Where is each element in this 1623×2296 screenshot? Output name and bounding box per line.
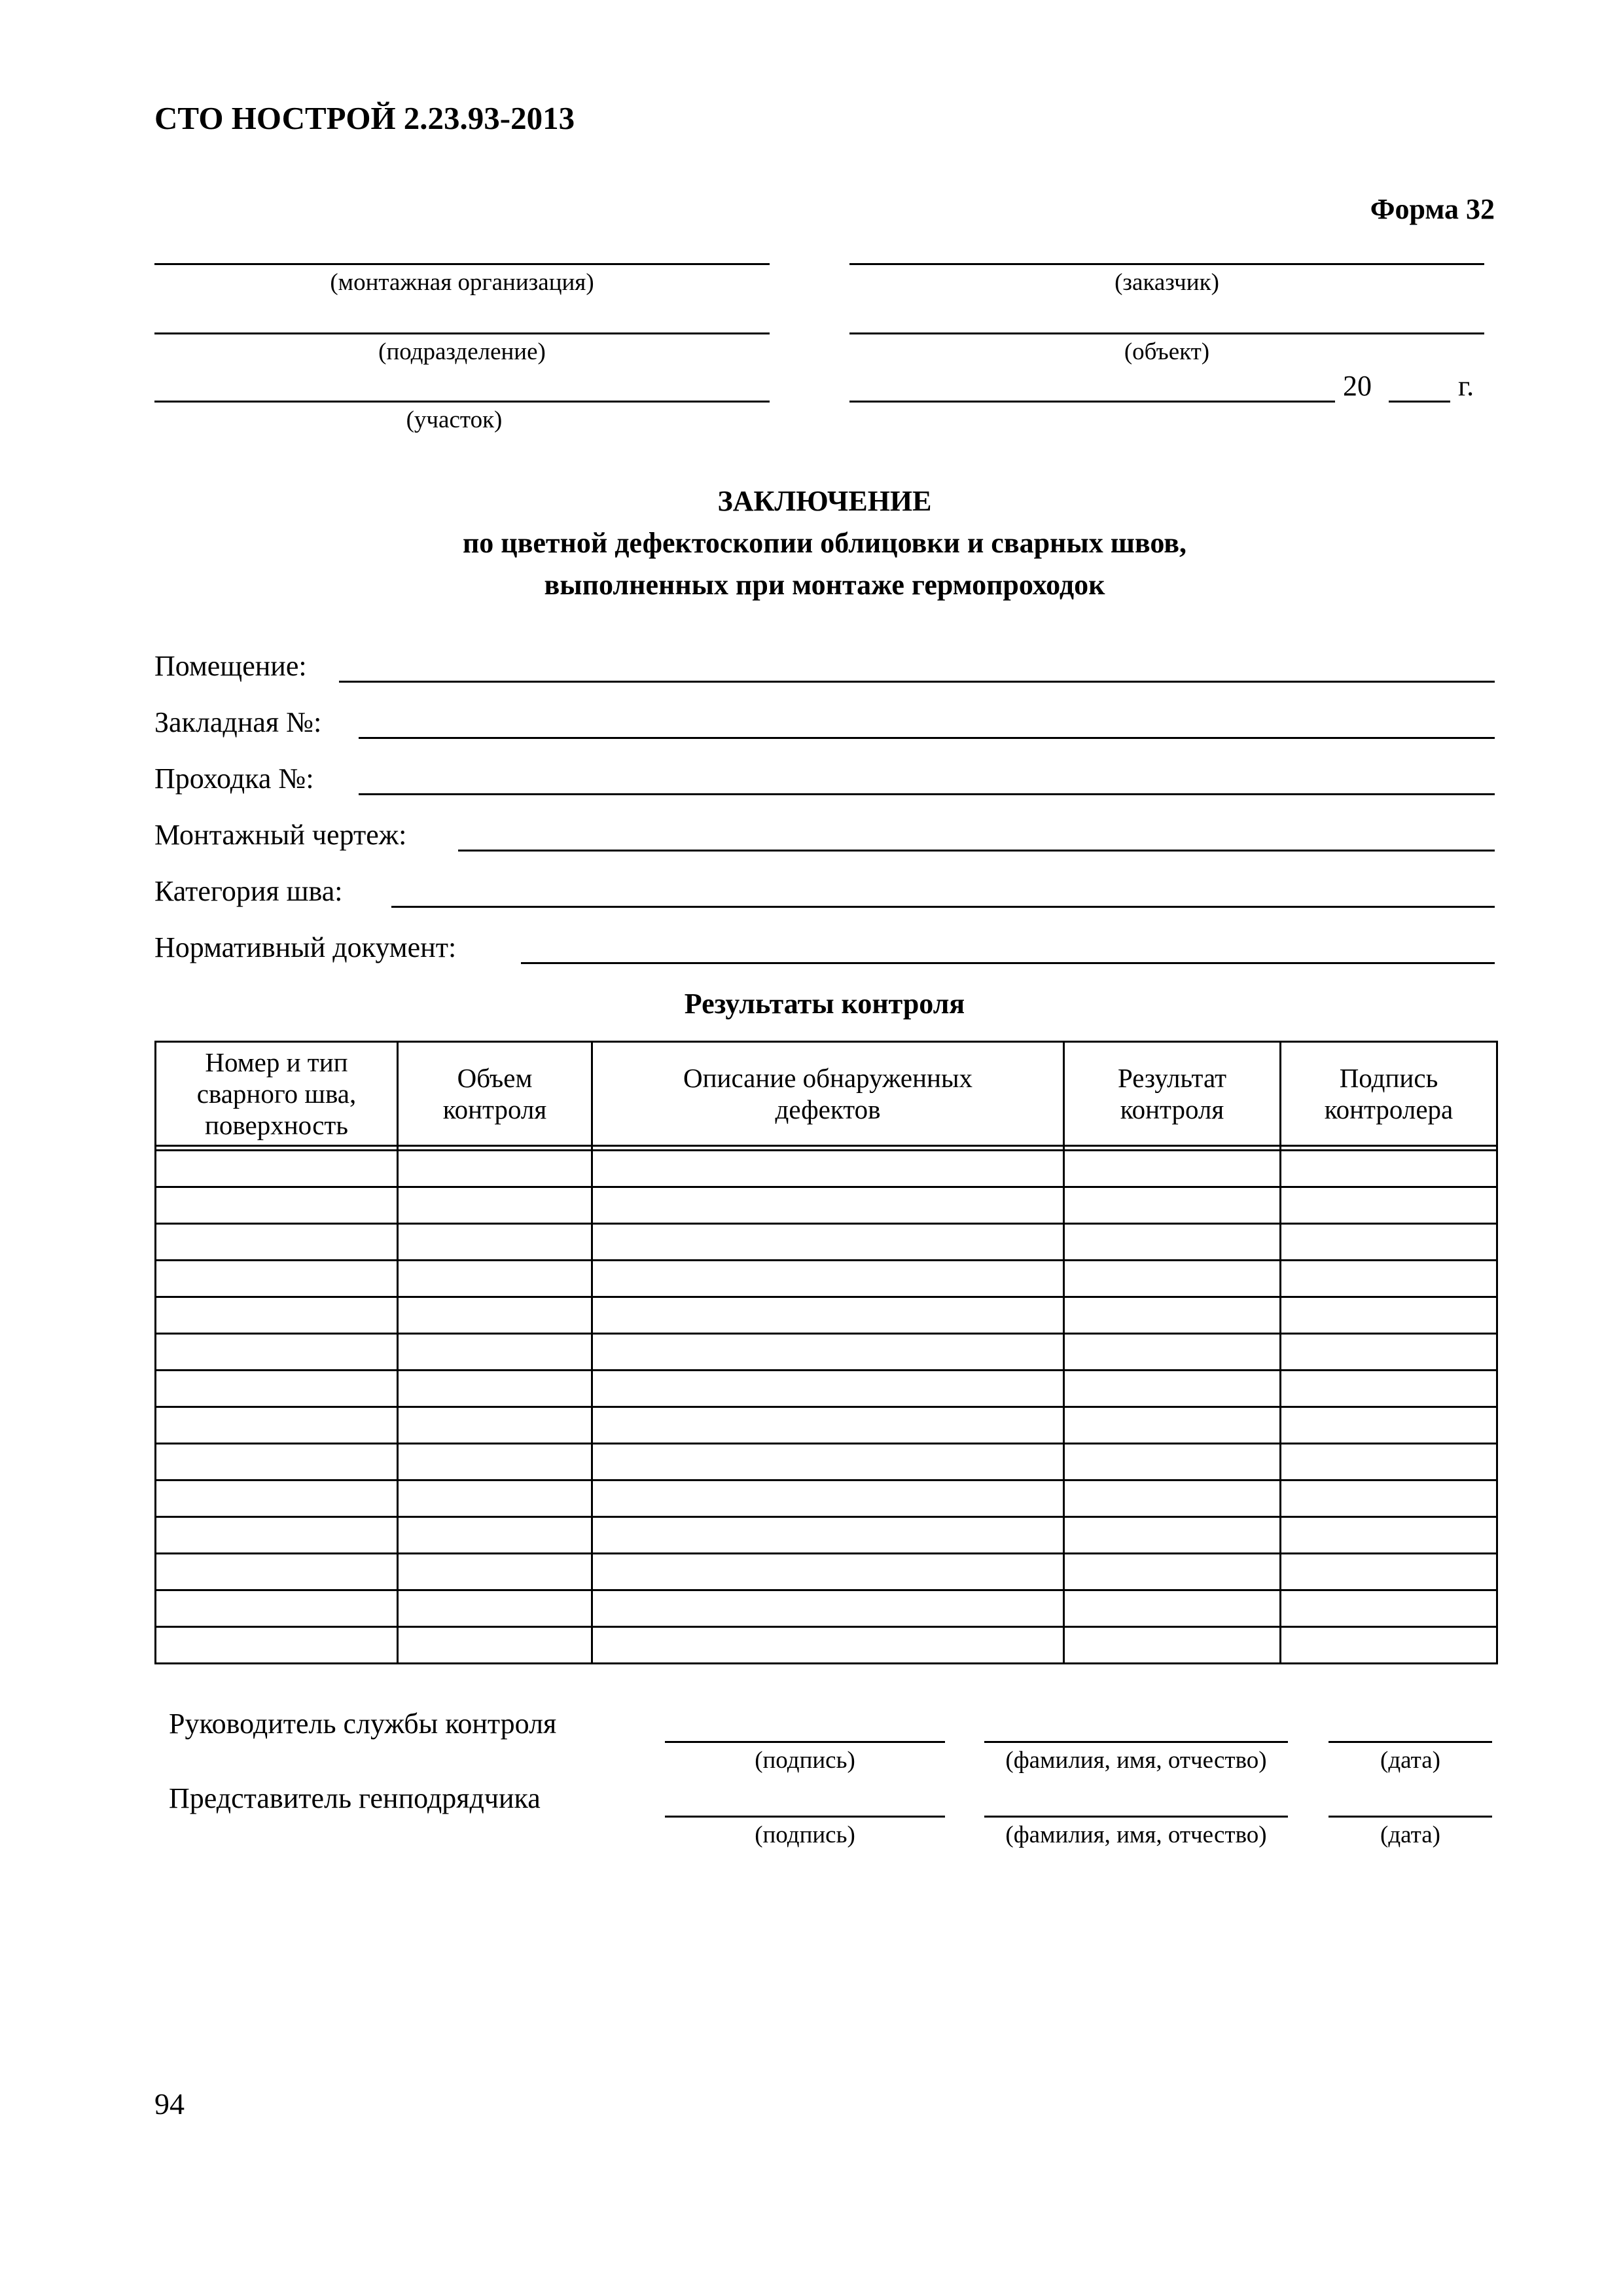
table-cell[interactable] xyxy=(592,1480,1064,1517)
table-cell[interactable] xyxy=(592,1151,1064,1187)
table-cell[interactable] xyxy=(398,1407,592,1444)
table-row xyxy=(156,1444,1497,1480)
table-cell[interactable] xyxy=(398,1480,592,1517)
table-cell[interactable] xyxy=(1064,1407,1281,1444)
table-row xyxy=(156,1187,1497,1224)
control-head-name-line[interactable] xyxy=(984,1741,1288,1743)
table-cell[interactable] xyxy=(1064,1297,1281,1334)
table-cell[interactable] xyxy=(398,1554,592,1590)
table-row xyxy=(156,1407,1497,1444)
division-caption: (подразделение) xyxy=(378,338,546,365)
table-cell[interactable] xyxy=(592,1334,1064,1371)
title-line-1: по цветной дефектоскопии облицовки и сварных швов, xyxy=(462,527,1187,559)
table-cell[interactable] xyxy=(1281,1151,1497,1187)
table-cell[interactable] xyxy=(1281,1261,1497,1297)
room-label: Помещение: xyxy=(154,650,307,682)
table-cell[interactable] xyxy=(1281,1187,1497,1224)
table-cell[interactable] xyxy=(398,1371,592,1407)
table-cell[interactable] xyxy=(1281,1554,1497,1590)
table-cell[interactable] xyxy=(156,1224,398,1261)
table-cell[interactable] xyxy=(1281,1444,1497,1480)
table-cell[interactable] xyxy=(1064,1151,1281,1187)
table-cell[interactable] xyxy=(592,1517,1064,1554)
customer-line[interactable] xyxy=(849,263,1484,265)
table-row xyxy=(156,1627,1497,1664)
control-head-signature-caption: (подпись) xyxy=(755,1747,855,1774)
control-head-label: Руководитель службы контроля xyxy=(169,1708,557,1740)
table-cell[interactable] xyxy=(156,1297,398,1334)
table-cell[interactable] xyxy=(1064,1517,1281,1554)
table-cell[interactable] xyxy=(1281,1480,1497,1517)
year-prefix: 20 xyxy=(1343,370,1372,402)
contractor-rep-name-caption: (фамилия, имя, отчество) xyxy=(1005,1821,1267,1848)
table-cell[interactable] xyxy=(156,1371,398,1407)
passage-field[interactable] xyxy=(359,793,1495,795)
table-cell[interactable] xyxy=(1064,1371,1281,1407)
table-cell[interactable] xyxy=(1064,1334,1281,1371)
table-cell[interactable] xyxy=(1064,1444,1281,1480)
contractor-rep-label: Представитель генподрядчика xyxy=(169,1782,541,1814)
table-cell[interactable] xyxy=(398,1444,592,1480)
contractor-rep-signature-caption: (подпись) xyxy=(755,1821,855,1848)
table-cell[interactable] xyxy=(398,1590,592,1627)
table-cell[interactable] xyxy=(1064,1224,1281,1261)
table-cell[interactable] xyxy=(592,1371,1064,1407)
object-line[interactable] xyxy=(849,332,1484,334)
header-text: Описание обнаруженных xyxy=(683,1063,973,1093)
table-cell[interactable] xyxy=(398,1297,592,1334)
form-number: Форма 32 xyxy=(1370,193,1495,225)
table-cell[interactable] xyxy=(1064,1480,1281,1517)
table-row xyxy=(156,1371,1497,1407)
table-row xyxy=(156,1224,1497,1261)
table-cell[interactable] xyxy=(592,1261,1064,1297)
table-cell[interactable] xyxy=(398,1334,592,1371)
table-header-separator xyxy=(156,1146,1497,1151)
table-cell[interactable] xyxy=(592,1407,1064,1444)
title-line-2: выполненных при монтаже гермопроходок xyxy=(544,569,1105,601)
table-cell[interactable] xyxy=(592,1590,1064,1627)
table-cell[interactable] xyxy=(156,1261,398,1297)
table-cell[interactable] xyxy=(592,1444,1064,1480)
weld-category-field[interactable] xyxy=(391,906,1495,908)
table-cell[interactable] xyxy=(156,1627,398,1664)
embed-field[interactable] xyxy=(359,737,1495,739)
results-title: Результаты контроля xyxy=(684,988,965,1020)
table-cell[interactable] xyxy=(592,1224,1064,1261)
org-line[interactable] xyxy=(154,263,770,265)
embed-label: Закладная №: xyxy=(154,706,322,738)
document-standard-code: СТО НОСТРОЙ 2.23.93-2013 xyxy=(154,100,575,136)
column-header-defects xyxy=(592,1042,1064,1146)
table-cell[interactable] xyxy=(156,1151,398,1187)
table-cell[interactable] xyxy=(1281,1334,1497,1371)
column-header-result xyxy=(1064,1042,1281,1146)
table-cell[interactable] xyxy=(1281,1407,1497,1444)
drawing-field[interactable] xyxy=(458,850,1495,852)
table-row xyxy=(156,1297,1497,1334)
table-cell[interactable] xyxy=(156,1407,398,1444)
control-head-date-caption: (дата) xyxy=(1380,1747,1440,1774)
weld-category-label: Категория шва: xyxy=(154,875,343,907)
room-field[interactable] xyxy=(339,681,1495,683)
table-cell[interactable] xyxy=(1281,1627,1497,1664)
year-line[interactable] xyxy=(1389,401,1450,403)
table-cell[interactable] xyxy=(1064,1187,1281,1224)
column-header-volume xyxy=(398,1042,592,1146)
header-text: Объем xyxy=(457,1063,533,1093)
header-text: сварного шва, xyxy=(196,1079,357,1109)
header-text: Результат xyxy=(1117,1063,1227,1093)
header-text: контроля xyxy=(1120,1094,1224,1124)
passage-label: Проходка №: xyxy=(154,762,314,795)
column-header-signature xyxy=(1281,1042,1497,1146)
table-cell[interactable] xyxy=(156,1480,398,1517)
org-caption: (монтажная организация) xyxy=(330,269,594,296)
table-cell[interactable] xyxy=(592,1297,1064,1334)
division-line[interactable] xyxy=(154,332,770,334)
table-cell[interactable] xyxy=(1064,1627,1281,1664)
control-head-signature-line[interactable] xyxy=(665,1741,945,1743)
table-cell[interactable] xyxy=(156,1187,398,1224)
date-line[interactable] xyxy=(849,401,1335,403)
customer-caption: (заказчик) xyxy=(1115,269,1219,296)
table-row xyxy=(156,1517,1497,1554)
table-cell[interactable] xyxy=(398,1517,592,1554)
header-text: Подпись xyxy=(1339,1063,1438,1093)
table-cell[interactable] xyxy=(398,1627,592,1664)
results-table xyxy=(154,1041,1498,1664)
year-suffix: г. xyxy=(1458,370,1474,402)
table-cell[interactable] xyxy=(156,1444,398,1480)
table-row xyxy=(156,1480,1497,1517)
table-cell[interactable] xyxy=(156,1590,398,1627)
control-head-date-line[interactable] xyxy=(1329,1741,1492,1743)
table-cell[interactable] xyxy=(1064,1590,1281,1627)
normative-doc-field[interactable] xyxy=(521,962,1495,964)
section-line[interactable] xyxy=(154,401,770,403)
header-text: контроля xyxy=(442,1094,547,1124)
header-text: Номер и тип xyxy=(205,1047,348,1077)
header-text: контролера xyxy=(1324,1094,1454,1124)
table-cell[interactable] xyxy=(1281,1371,1497,1407)
normative-doc-label: Нормативный документ: xyxy=(154,931,457,963)
table-cell[interactable] xyxy=(592,1187,1064,1224)
table-cell[interactable] xyxy=(1281,1590,1497,1627)
table-cell[interactable] xyxy=(398,1151,592,1187)
table-cell[interactable] xyxy=(398,1187,592,1224)
table-cell[interactable] xyxy=(398,1261,592,1297)
document-title xyxy=(154,482,1495,605)
table-cell[interactable] xyxy=(156,1334,398,1371)
page-number: 94 xyxy=(154,2087,185,2121)
table-cell[interactable] xyxy=(1064,1554,1281,1590)
table-row xyxy=(156,1554,1497,1590)
column-header-weld xyxy=(156,1042,398,1146)
table-cell[interactable] xyxy=(1281,1517,1497,1554)
table-cell[interactable] xyxy=(1281,1224,1497,1261)
table-row xyxy=(156,1151,1497,1187)
contractor-rep-signature-line[interactable] xyxy=(665,1816,945,1818)
drawing-label: Монтажный чертеж: xyxy=(154,819,407,851)
table-cell[interactable] xyxy=(1281,1297,1497,1334)
contractor-rep-date-caption: (дата) xyxy=(1380,1821,1440,1848)
header-text: дефектов xyxy=(775,1094,881,1124)
section-caption: (участок) xyxy=(406,406,503,433)
title-main: ЗАКЛЮЧЕНИЕ xyxy=(717,485,932,517)
table-cell[interactable] xyxy=(156,1517,398,1554)
table-cell[interactable] xyxy=(592,1554,1064,1590)
table-cell[interactable] xyxy=(592,1627,1064,1664)
object-caption: (объект) xyxy=(1124,338,1210,365)
table-cell[interactable] xyxy=(156,1554,398,1590)
table-cell[interactable] xyxy=(398,1224,592,1261)
table-header-row xyxy=(156,1042,1497,1146)
contractor-rep-name-line[interactable] xyxy=(984,1816,1288,1818)
table-row xyxy=(156,1261,1497,1297)
contractor-rep-date-line[interactable] xyxy=(1329,1816,1492,1818)
header-text: поверхность xyxy=(204,1110,349,1140)
table-row xyxy=(156,1590,1497,1627)
table-cell[interactable] xyxy=(1064,1261,1281,1297)
control-head-name-caption: (фамилия, имя, отчество) xyxy=(1005,1747,1267,1774)
table-row xyxy=(156,1334,1497,1371)
